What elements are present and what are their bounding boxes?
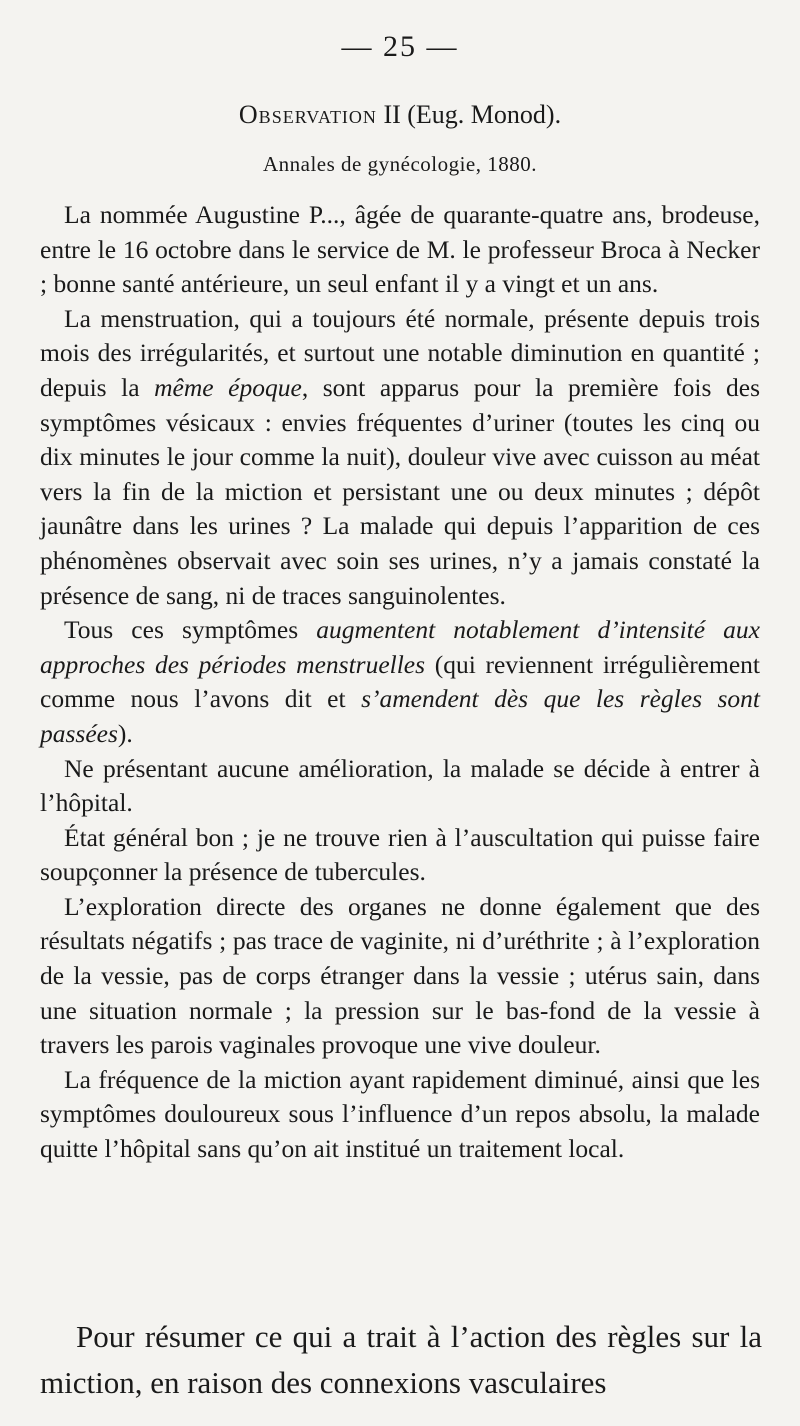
body-paragraph	[40, 302, 760, 613]
italic-text: même époque	[154, 372, 302, 402]
body-paragraph	[40, 613, 760, 751]
text-run: État général bon ; je ne trouve rien à l’auscultation qui puisse faire soupçonner la présence de tubercules.	[40, 822, 760, 887]
body-paragraph	[40, 821, 760, 890]
body-paragraph	[40, 890, 760, 1063]
text-run: ).	[117, 718, 133, 748]
text-run: L’exploration directe des organes ne donne également que des résultats négatifs ; pas trace de vaginite, ni d’uréthrite ; à l’exploration de la vessie, pas de corps étranger dans la vessie ; utérus sain, dans une situation normale ; la pression sur le bas-fond de la vessie à travers les parois vaginales provoque une vive douleur.	[40, 891, 760, 1060]
text-run: (qui reviennent irrégulièrement comme nous l’avons dit et	[40, 649, 760, 714]
text-run: La menstruation, qui a toujours été normale, présente depuis trois mois des irrégularités, et surtout une notable diminution en quantité ; depuis la	[40, 303, 760, 402]
observation-number: II	[383, 100, 401, 129]
observation-label: Observation	[238, 100, 377, 129]
text-run: La fréquence de la miction ayant rapidement diminué, ainsi que les symptômes douloureux sous l’influence d’un repos absolu, la malade quitte l’hôpital sans qu’on ait institué un traitement local.	[40, 1064, 760, 1164]
body-paragraph	[40, 198, 760, 302]
text-run: Tous ces symptômes	[64, 615, 317, 645]
observation-heading	[0, 100, 800, 130]
page-number: — 25 —	[341, 30, 459, 63]
italic-text: augmentent notablement d’intensité aux approches des périodes menstruelles	[40, 615, 760, 679]
text-run: Ne présentant aucune amélioration, la malade se décide à entrer à l’hôpital.	[40, 753, 760, 818]
body-paragraph	[40, 752, 760, 821]
text-run: , sont apparus pour la première fois des symptômes vésicaux : envies fréquentes d’uriner (toutes les cinq ou dix minutes le jour comme la nuit), douleur vive avec cuisson au méat vers la fin de la miction et persistant une ou deux minutes ; dépôt jaunâtre dans les urines ? La malade qui depuis l’apparition de ces phénomènes observait avec soin ses urines, n’y a jamais constaté la présence de sang, ni de traces sanguinolentes.	[40, 372, 760, 610]
source-citation: Annales de gynécologie, 1880.	[262, 152, 538, 176]
summary-paragraph: Pour résumer ce qui a trait à l’action des règles sur la miction, en raison des connexions vasculaires	[40, 1319, 762, 1400]
text-run: La nommée Augustine P..., âgée de quarante-quatre ans, brodeuse, entre le 16 octobre dans le service de M. le professeur Broca à Necker ; bonne santé antérieure, un seul enfant il y a vingt et un ans.	[40, 200, 760, 299]
body-paragraph	[40, 1063, 760, 1167]
observation-body	[40, 198, 760, 1167]
observation-author: (Eug. Monod).	[407, 100, 562, 129]
italic-text: s’amendent dès que les règles sont passées	[40, 684, 761, 748]
summary-section	[40, 1314, 762, 1406]
